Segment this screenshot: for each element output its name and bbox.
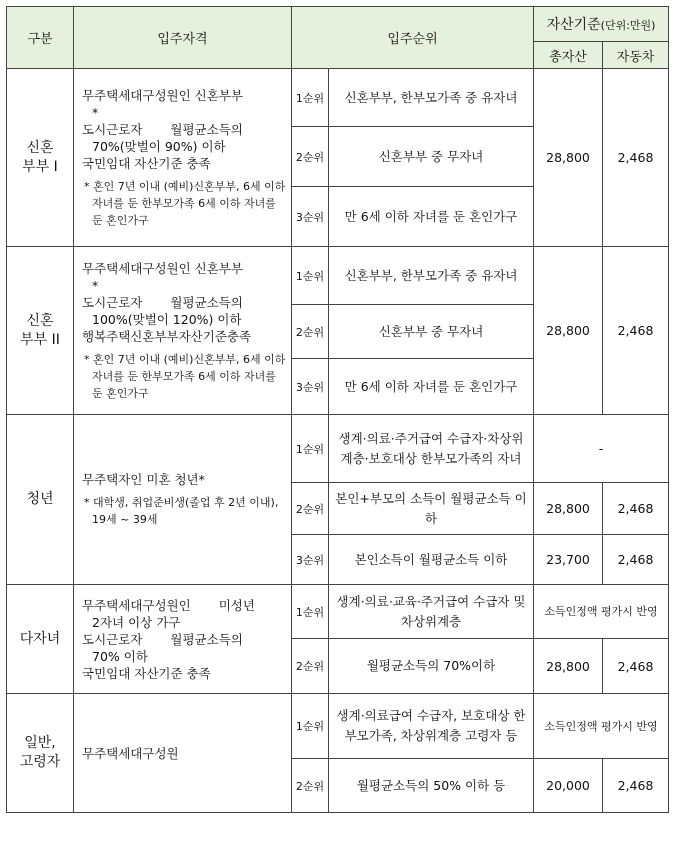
- rank-label: 2순위: [292, 305, 329, 359]
- header-qualification: 입주자격: [74, 7, 292, 69]
- qual-text: 도시근로자: [82, 294, 143, 310]
- asset-value: -: [534, 415, 669, 483]
- qual-line: [82, 597, 289, 614]
- header-total-assets: 총자산: [534, 42, 603, 69]
- rank-label: 3순위: [292, 187, 329, 247]
- car-value: 2,468: [603, 69, 669, 247]
- category-line: 부부 II: [20, 331, 60, 348]
- category-line: 신혼: [26, 312, 54, 329]
- qual-text: 월평균소득의: [170, 121, 243, 137]
- order-text: 만 6세 이하 자녀를 둔 혼인가구: [329, 359, 534, 415]
- qualification-general: 무주택세대구성원: [74, 694, 292, 813]
- rank-label: 1순위: [292, 247, 329, 305]
- order-text: 신혼부부, 한부모가족 중 유자녀: [329, 69, 534, 127]
- header-category: 구분: [7, 7, 74, 69]
- rank-label: 2순위: [292, 127, 329, 187]
- category-line: 고령자: [19, 754, 61, 770]
- qualification-multichild: [74, 585, 292, 694]
- qual-text: 도시근로자: [82, 121, 143, 137]
- qual-line: [82, 121, 289, 138]
- qual-line: 100%(맞벌이 120%) 이하: [92, 311, 242, 327]
- rank-label: 1순위: [292, 585, 329, 639]
- total-assets-value: 23,700: [534, 535, 603, 585]
- category-newlywed-1: [7, 69, 74, 247]
- car-value: 2,468: [603, 535, 669, 585]
- qual-text: 미성년: [218, 597, 255, 613]
- qual-line: 국민임대 자산기준 충족: [82, 155, 211, 171]
- asset-standard-label: 자산기준: [546, 17, 601, 33]
- rank-label: 3순위: [292, 359, 329, 415]
- qual-line: [82, 631, 289, 648]
- qual-line: [82, 294, 289, 311]
- qual-line: *: [92, 277, 99, 293]
- header-asset-standard: [534, 7, 669, 42]
- category-line: 신혼: [26, 139, 54, 156]
- total-assets-value: 28,800: [534, 69, 603, 247]
- category-youth: 청년: [7, 415, 74, 585]
- qualification-newlywed-1: [74, 69, 292, 247]
- total-assets-value: 28,800: [534, 639, 603, 694]
- order-text: 신혼부부 중 무자녀: [329, 305, 534, 359]
- qual-line: 70% 이하: [92, 648, 148, 664]
- qual-line: 무주택세대구성원인 신혼부부: [82, 87, 243, 103]
- qual-note: * 대학생, 취업준비생(졸업 후 2년 이내), 19세 ~ 39세: [84, 496, 279, 526]
- eligibility-table: [6, 6, 669, 813]
- rank-label: 2순위: [292, 759, 329, 813]
- order-text: 생계·의료·주거급여 수급자·차상위계층·보호대상 한부모가족의 자녀: [329, 415, 534, 483]
- qual-note: * 혼인 7년 이내 (예비)신혼부부, 6세 이하 자녀를 둔 한부모가족 6세 이하 자녀를 둔 혼인가구: [84, 352, 286, 400]
- qual-note: * 혼인 7년 이내 (예비)신혼부부, 6세 이하 자녀를 둔 한부모가족 6세 이하 자녀를 둔 혼인가구: [84, 179, 286, 227]
- qual-text: 월평균소득의: [170, 631, 243, 647]
- qual-line: *: [92, 104, 99, 120]
- total-assets-value: 20,000: [534, 759, 603, 813]
- rank-label: 2순위: [292, 639, 329, 694]
- order-text: 본인소득이 월평균소득 이하: [329, 535, 534, 585]
- asset-value: 소득인정액 평가시 반영: [534, 585, 669, 639]
- qualification-youth: [74, 415, 292, 585]
- order-text: 생계·의료급여 수급자, 보호대상 한부모가족, 차상위계층 고령자 등: [329, 694, 534, 759]
- order-text: 신혼부부 중 무자녀: [329, 127, 534, 187]
- qual-line: 70%(맞벌이 90%) 이하: [92, 138, 226, 154]
- category-line: 일반,: [24, 735, 56, 751]
- qual-line: 무주택세대구성원인 신혼부부: [82, 260, 243, 276]
- car-value: 2,468: [603, 483, 669, 535]
- car-value: 2,468: [603, 639, 669, 694]
- order-text: 생계·의료·교육·주거급여 수급자 및 차상위계층: [329, 585, 534, 639]
- category-newlywed-2: [7, 247, 74, 415]
- category-line: 부부 I: [22, 158, 58, 175]
- asset-unit-label: (단위:만원): [600, 19, 656, 32]
- car-value: 2,468: [603, 759, 669, 813]
- total-assets-value: 28,800: [534, 247, 603, 415]
- qual-line: 행복주택신혼부부자산기준충족: [82, 328, 252, 344]
- qualification-newlywed-2: [74, 247, 292, 415]
- qual-line: 국민임대 자산기준 충족: [82, 665, 211, 681]
- qual-text: 무주택세대구성원인: [82, 597, 191, 613]
- header-car: 자동차: [603, 42, 669, 69]
- qual-line: 무주택자인 미혼 청년*: [82, 472, 205, 487]
- order-text: 본인+부모의 소득이 월평균소득 이하: [329, 483, 534, 535]
- total-assets-value: 28,800: [534, 483, 603, 535]
- category-multichild: 다자녀: [7, 585, 74, 694]
- rank-label: 1순위: [292, 69, 329, 127]
- category-general: [7, 694, 74, 813]
- asset-value: 소득인정액 평가시 반영: [534, 694, 669, 759]
- rank-label: 1순위: [292, 694, 329, 759]
- rank-label: 3순위: [292, 535, 329, 585]
- qual-line: 2자녀 이상 가구: [92, 614, 181, 630]
- order-text: 월평균소득의 50% 이하 등: [329, 759, 534, 813]
- order-text: 만 6세 이하 자녀를 둔 혼인가구: [329, 187, 534, 247]
- order-text: 신혼부부, 한부모가족 중 유자녀: [329, 247, 534, 305]
- qual-text: 월평균소득의: [170, 294, 243, 310]
- qual-text: 도시근로자: [82, 631, 143, 647]
- car-value: 2,468: [603, 247, 669, 415]
- rank-label: 2순위: [292, 483, 329, 535]
- order-text: 월평균소득의 70%이하: [329, 639, 534, 694]
- rank-label: 1순위: [292, 415, 329, 483]
- header-order: 입주순위: [292, 7, 534, 69]
